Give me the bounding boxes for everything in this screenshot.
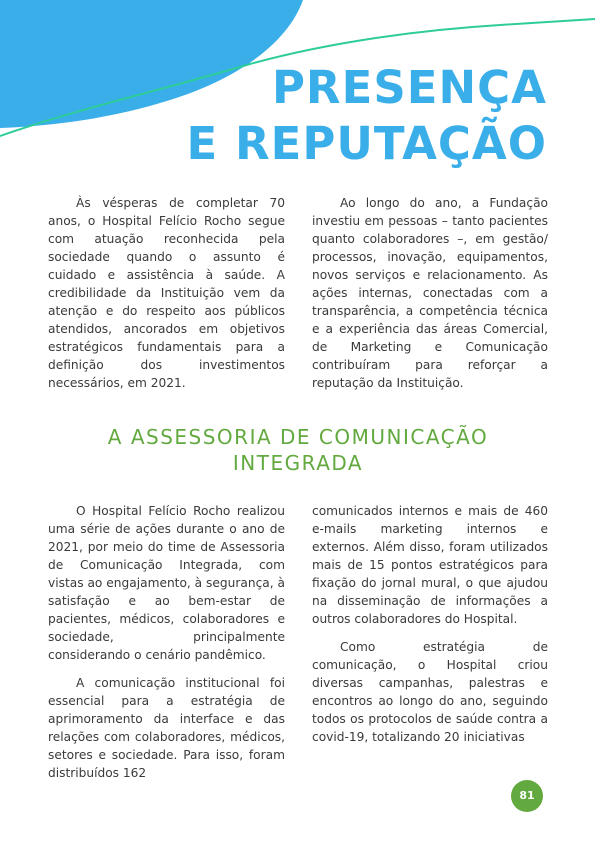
paragraph: O Hospital Felício Rocho realizou uma série de ações durante o ano de 2021, por meio do time de Assessoria de Comunicação Integrada, com vistas ao engajamento, à segurança, à satisfação e ao bem-estar de pacientes, médicos, colaboradores e sociedade, principalmente considerando o cenário pandêmico. xyxy=(48,504,285,662)
section-heading-line-1: A ASSESSORIA DE COMUNICAÇÃO xyxy=(107,425,489,449)
paragraph: Às vésperas de completar 70 anos, o Hospital Felício Rocho segue com atuação reconhecida pela sociedade quando o assunto é cuidado e assistência à saúde. A credibilidade da Instituição vem da atenção e do respeito aos públicos atendidos, ancorados em objetivos estratégicos fundamentais para a definição dos investimentos necessários, em 2021. xyxy=(48,196,285,390)
page-title xyxy=(187,60,547,172)
paragraph: Ao longo do ano, a Fundação investiu em pessoas – tanto pacientes quanto colaboradores –, em gestão/ processos, inovação, equipamentos, novos serviços e relacionamento. As ações internas, conectadas com a transparência, a competência técnica e a experiência das áreas Comercial, de Marketing e Comunicação contribuíram para reforçar a reputação da Instituição. xyxy=(312,196,548,390)
paragraph: A comunicação institucional foi essencial para a estratégia de aprimoramento da interface e das relações com colaboradores, médicos, setores e sociedade. Para isso, foram distribuídos 162 xyxy=(48,676,285,780)
section-column-left xyxy=(48,502,285,782)
title-line-2: E REPUTAÇÃO xyxy=(186,117,547,170)
section-heading-line-2: INTEGRADA xyxy=(232,451,364,475)
paragraph-continued: comunicados internos e mais de 460 e-mails marketing internos e externos. Além disso, foram utilizados mais de 15 pontos estratégicos para fixação do jornal mural, o que ajudou na disseminação de informações a outros colaboradores do Hospital. xyxy=(312,504,548,626)
intro-column-left xyxy=(48,194,285,392)
page-number-badge: 81 xyxy=(511,780,543,812)
title-line-1: PRESENÇA xyxy=(271,61,547,114)
paragraph: Como estratégia de comunicação, o Hospital criou diversas campanhas, palestras e encontros ao longo do ano, seguindo todos os protocolos de saúde contra a covid-19, totalizando 20 iniciativas xyxy=(312,640,548,744)
section-heading xyxy=(48,424,548,476)
intro-column-right xyxy=(312,194,548,392)
section-column-right xyxy=(312,502,548,746)
